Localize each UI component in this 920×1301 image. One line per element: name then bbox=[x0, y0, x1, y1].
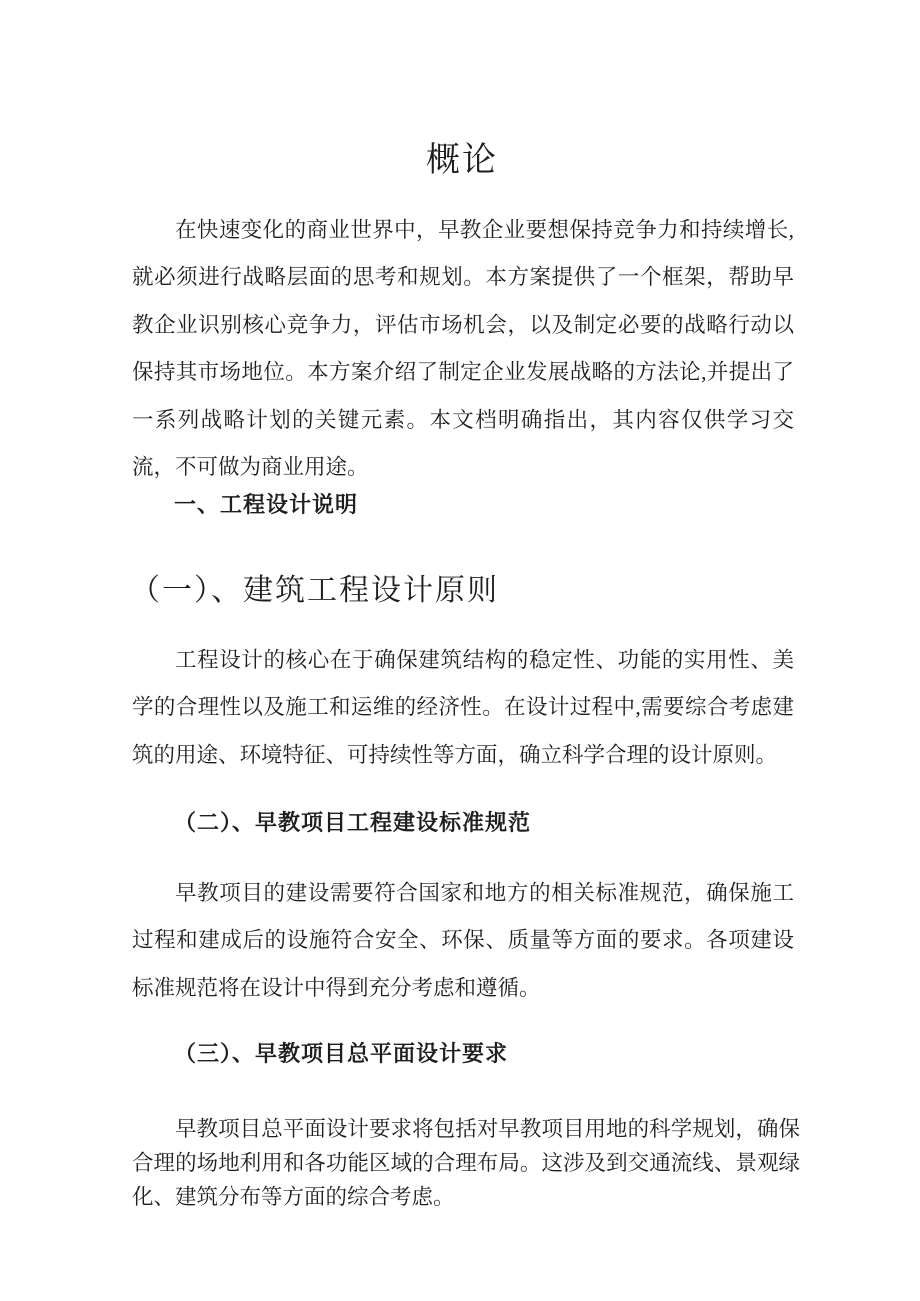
subsection-2-heading: （二）、早教项目工程建设标准规范 bbox=[174, 810, 532, 835]
subsection-1-body: 工程设计的核心在于确保建筑结构的稳定性、功能的实用性、美学的合理性以及施工和运维的经济性。在设计过程中,需要综合考虑建筑的用途、环境特征、可持续性等方面，确立科学合理的设计原则。 bbox=[132, 647, 794, 767]
subsection-1-heading: （一）、建筑工程设计原则 bbox=[130, 573, 499, 607]
subsection-3-heading: （三）、早教项目总平面设计要求 bbox=[174, 1041, 509, 1066]
subsection-2-body: 早教项目的建设需要符合国家和地方的相关标准规范，确保施工过程和建成后的设施符合安全、环保、质量等方面的要求。各项建设标准规范将在设计中得到充分考虑和遵循。 bbox=[132, 880, 794, 1000]
subsection-3-body: 早教项目总平面设计要求将包括对早教项目用地的科学规划，确保合理的场地利用和各功能区域的合理布局。这涉及到交通流线、景观绿化、建筑分布等方面的综合考虑。 bbox=[132, 1116, 800, 1209]
intro-paragraph: 在快速变化的商业世界中，早教企业要想保持竞争力和持续增长,就必须进行战略层面的思考和规划。本方案提供了一个框架，帮助早教企业识别核心竞争力，评估市场机会，以及制定必要的战略行动以保持其市场地位。本方案介绍了制定企业发展战略的方法论,并提出了一系列战略计划的关键元素。本文档明确指出，其内容仅供学习交流，不可做为商业用途。 bbox=[132, 217, 794, 479]
section-1-heading: 一、工程设计说明 bbox=[174, 492, 359, 518]
document-title: 概论 bbox=[426, 141, 498, 179]
